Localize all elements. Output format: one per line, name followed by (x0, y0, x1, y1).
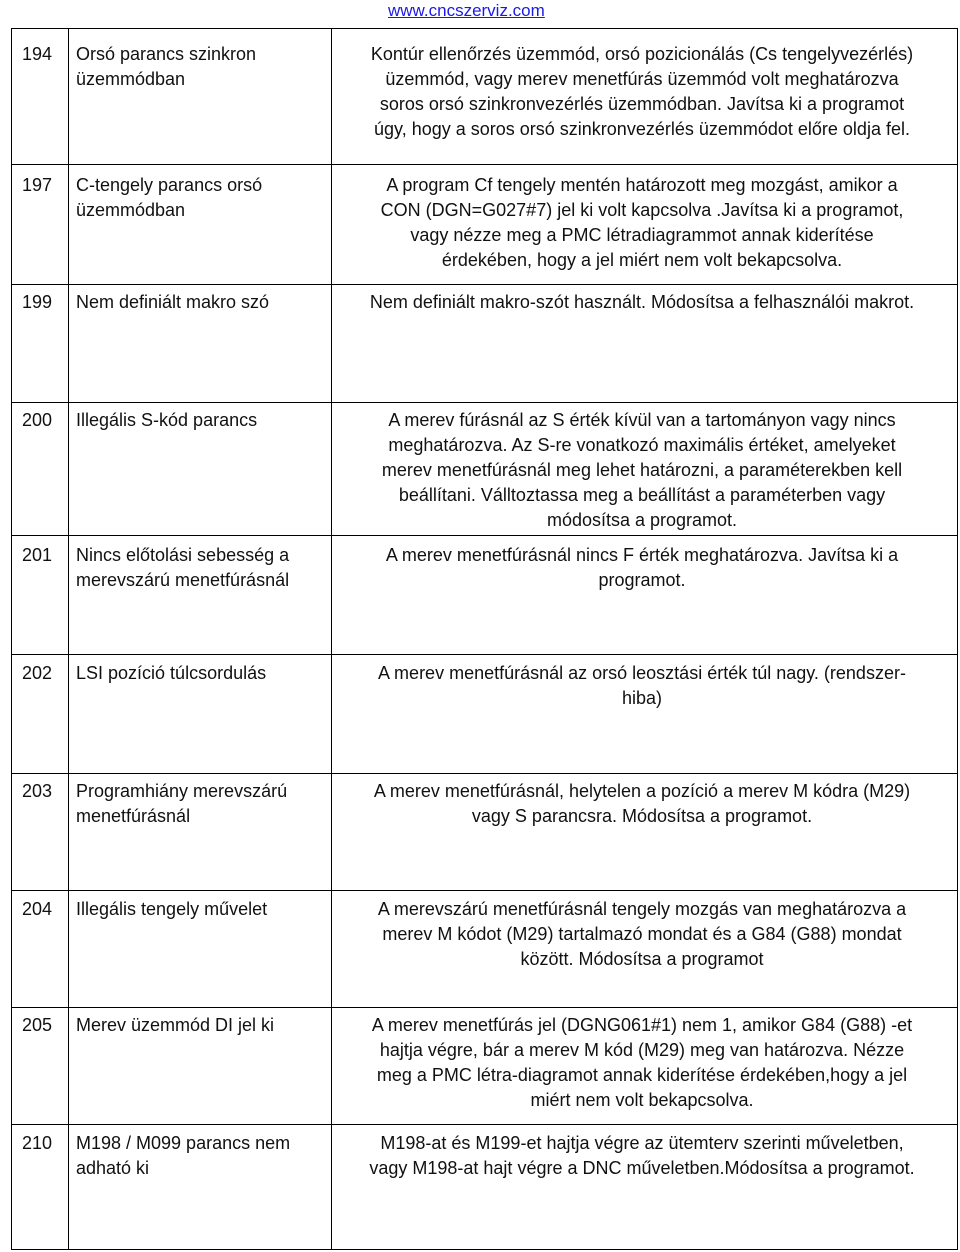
error-description-line: Nem definiált makro-szót használt. Módosítsa a felhasználói makrot. (369, 292, 915, 312)
site-link[interactable]: www.cncszerviz.com (388, 1, 545, 20)
error-name-line: Programhiány merevszárú (76, 781, 288, 801)
row-divider (11, 1124, 958, 1125)
row-divider (11, 164, 958, 165)
row-divider (11, 402, 958, 403)
error-name (76, 1013, 274, 1038)
error-name (76, 408, 257, 433)
error-description-line: A merev menetfúrás jel (DGNG061#1) nem 1, amikor G84 (G88) -et (371, 1015, 913, 1035)
error-name (76, 543, 289, 593)
error-description-line: programot. (598, 570, 686, 590)
error-description-line: módosítsa a programot. (546, 510, 738, 530)
error-description (332, 173, 952, 273)
error-description (332, 408, 952, 533)
error-name-line: LSI pozíció túlcsordulás (76, 663, 267, 683)
error-name-line: Illegális tengely művelet (76, 899, 268, 919)
error-name (76, 779, 287, 829)
row-divider (11, 1007, 958, 1008)
error-description-line: Kontúr ellenőrzés üzemmód, orsó pozicionálás (Cs tengelyvezérlés) (370, 44, 914, 64)
error-name-line: merevszárú menetfúrásnál (76, 570, 290, 590)
error-code: 204 (22, 899, 53, 919)
error-description-line: hiba) (621, 688, 663, 708)
error-name (76, 897, 267, 922)
error-name (76, 290, 269, 315)
error-description-line: soros orsó szinkronvezérlés üzemmódban. Javítsa ki a programot (379, 94, 905, 114)
error-description-line: A merevszárú menetfúrásnál tengely mozgás van meghatározva a (377, 899, 907, 919)
error-name (76, 661, 266, 686)
error-description-line: A program Cf tengely mentén határozott meg mozgást, amikor a (386, 175, 898, 195)
error-description-line: vagy M198-at hajt végre a DNC műveletben.Módosítsa a programot. (369, 1158, 915, 1178)
error-code: 197 (22, 175, 53, 195)
error-description-line: között. Módosítsa a programot (520, 949, 764, 969)
error-description (332, 290, 952, 315)
error-code: 194 (22, 44, 53, 64)
error-description-line: M198-at és M199-et hajtja végre az ütemterv szerinti műveletben, (380, 1133, 904, 1153)
error-description (332, 661, 952, 711)
error-name-line: Nincs előtolási sebesség a (76, 545, 290, 565)
error-description-line: meg a PMC létra-diagramot annak kiderítése érdekében,hogy a jel (376, 1065, 908, 1085)
error-description-line: CON (DGN=G027#7) jel ki volt kapcsolva .Javítsa ki a programot, (380, 200, 904, 220)
error-description (332, 779, 952, 829)
error-description (332, 543, 952, 593)
row-divider (11, 535, 958, 536)
error-code: 210 (22, 1133, 53, 1153)
error-description-line: merev menetfúrásnál meg lehet határozni, a paraméterekben kell (381, 460, 903, 480)
row-divider (11, 654, 958, 655)
error-description (332, 1013, 952, 1113)
error-name-line: C-tengely parancs orsó (76, 175, 263, 195)
error-description-line: hajtja végre, bár a merev M kód (M29) meg van határozva. Nézze (379, 1040, 905, 1060)
error-description-line: A merev menetfúrásnál az orsó leosztási érték túl nagy. (rendszer- (378, 663, 906, 683)
error-name-line: üzemmódban (76, 200, 186, 220)
error-name-line: menetfúrásnál (76, 806, 191, 826)
error-description-line: merev M kódot (M29) tartalmazó mondat és a G84 (G88) mondat (382, 924, 902, 944)
error-description-line: A merev menetfúrásnál, helytelen a pozíció a merev M kódra (M29) (373, 781, 911, 801)
error-code: 201 (22, 545, 53, 565)
error-description-line: üzemmód, vagy merev menetfúrás üzemmód volt meghatározva (385, 69, 899, 89)
error-description (332, 897, 952, 972)
error-name-line: Illegális S-kód parancs (76, 410, 258, 430)
column-divider-code (68, 28, 69, 1250)
row-divider (11, 284, 958, 285)
error-name-line: M198 / M099 parancs nem (76, 1133, 291, 1153)
row-divider (11, 773, 958, 774)
error-name (76, 42, 256, 92)
error-description (332, 42, 952, 142)
error-description-line: érdekében, hogy a jel miért nem volt bekapcsolva. (441, 250, 843, 270)
error-description-line: miért nem volt bekapcsolva. (530, 1090, 754, 1110)
error-name-line: Orsó parancs szinkron (76, 44, 257, 64)
error-description-line: úgy, hogy a soros orsó szinkronvezérlés üzemmódot előre oldja fel. (374, 119, 910, 139)
error-code: 199 (22, 292, 53, 312)
error-name (76, 173, 262, 223)
error-description-line: vagy S parancsra. Módosítsa a programot. (471, 806, 813, 826)
error-description-line: A merev fúrásnál az S érték kívül van a tartományon vagy nincs (388, 410, 896, 430)
error-code: 202 (22, 663, 53, 683)
error-name-line: adható ki (76, 1158, 150, 1178)
error-code: 200 (22, 410, 53, 430)
error-name-line: Merev üzemmód DI jel ki (76, 1015, 275, 1035)
error-description (332, 1131, 952, 1181)
error-code: 205 (22, 1015, 53, 1035)
error-description-line: A merev menetfúrásnál nincs F érték meghatározva. Javítsa ki a (385, 545, 899, 565)
error-description-line: beállítani. Válltoztassa meg a beállítást a paraméterben vagy (398, 485, 886, 505)
error-description-line: meghatározva. Az S-re vonatkozó maximális értéket, amelyeket (388, 435, 896, 455)
error-name (76, 1131, 290, 1181)
error-description-line: vagy nézze meg a PMC létradiagrammot annak kiderítése (410, 225, 874, 245)
error-name-line: Nem definiált makro szó (76, 292, 270, 312)
row-divider (11, 890, 958, 891)
error-code: 203 (22, 781, 53, 801)
error-name-line: üzemmódban (76, 69, 186, 89)
